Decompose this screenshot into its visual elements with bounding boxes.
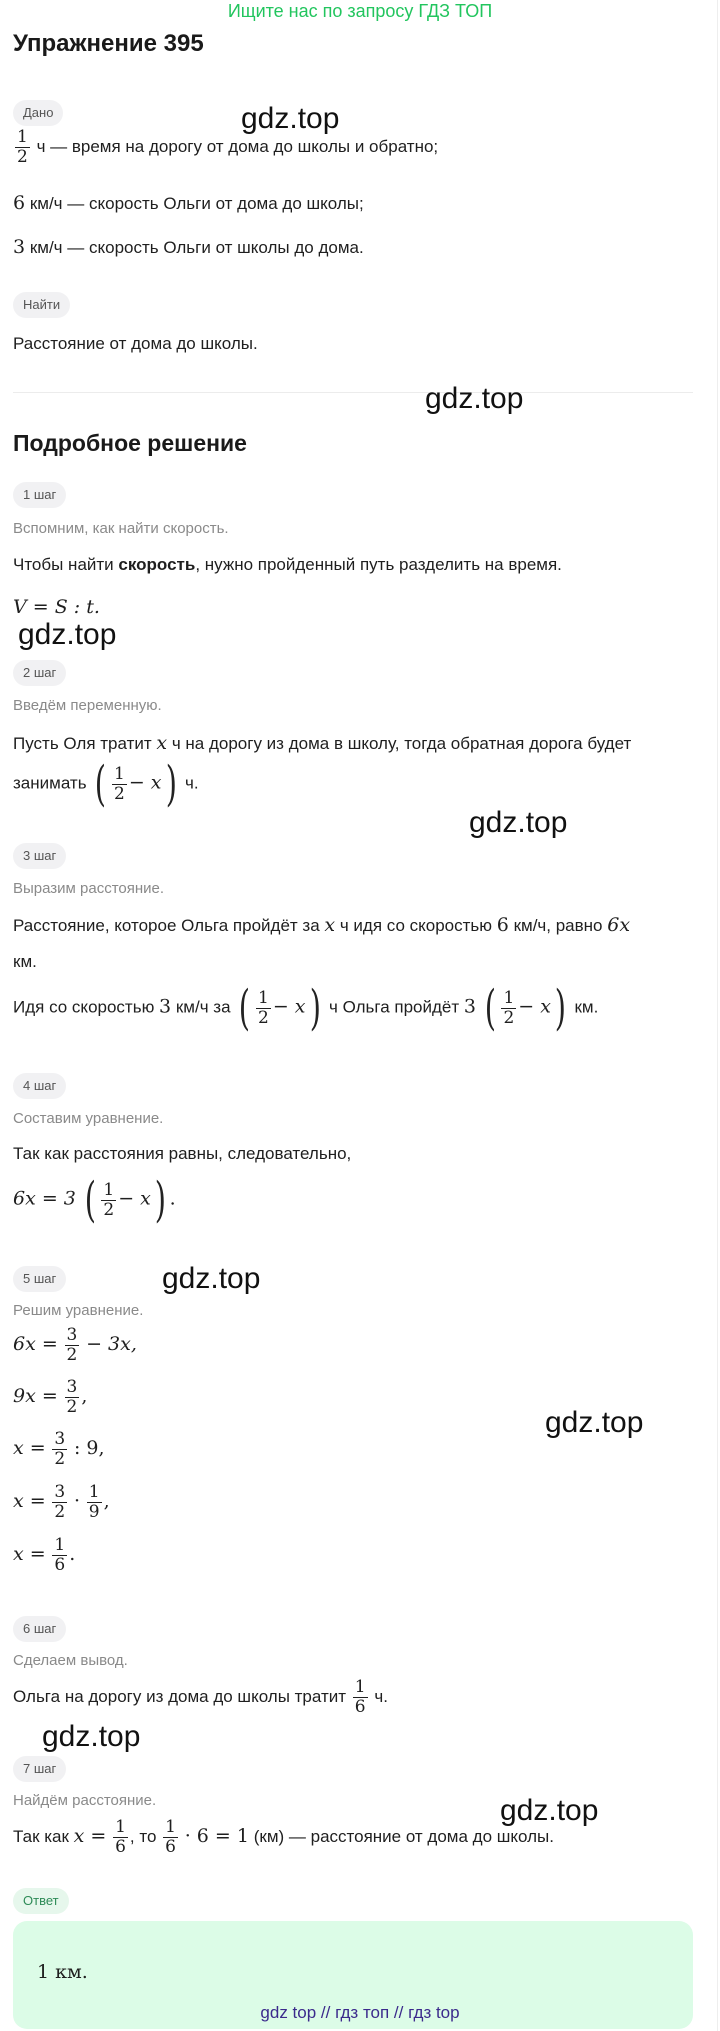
given-badge: Дано	[13, 100, 63, 126]
step-1-text: Чтобы найти скорость, нужно пройденный путь разделить на время.	[13, 555, 562, 574]
step-7-badge: 7 шаг	[13, 1756, 66, 1782]
step-6-hint: Сделаем вывод.	[13, 1652, 128, 1669]
step-2-hint: Введём переменную.	[13, 697, 162, 714]
step-3-text-1: Расстояние, которое Ольга пройдёт за x ч идя со скоростью 6 км/ч, равно 6x	[13, 914, 631, 936]
step-7-text: Так как x = $\frac{1}{6}$ , то $\frac{1}{6}$ · 6 = 1 (км) — расстояние от дома до школы.	[13, 1817, 554, 1857]
find-badge: Найти	[13, 292, 70, 318]
step-5-eq-2: 9x = $\frac{3}{2}$ ,	[13, 1377, 88, 1417]
step-5-badge: 5 шаг	[13, 1266, 66, 1292]
given-line-2: 6 км/ч — скорость Ольги от дома до школы;	[13, 192, 364, 214]
page-title: Упражнение 395	[13, 30, 204, 57]
step-3-badge: 3 шаг	[13, 843, 66, 869]
watermark: gdz.top	[241, 102, 340, 135]
step-6-text: Ольга на дорогу из дома до школы тратит $\frac{1}{6}$ ч.	[13, 1677, 388, 1717]
watermark: gdz.top	[162, 1262, 261, 1295]
step-1-hint: Вспомним, как найти скорость.	[13, 520, 229, 537]
answer-badge: Ответ	[13, 1888, 69, 1914]
step-4-text: Так как расстояния равны, следовательно,	[13, 1144, 352, 1163]
watermark: gdz.top	[18, 618, 117, 651]
step-5-hint: Решим уравнение.	[13, 1302, 144, 1319]
watermark: gdz.top	[500, 1794, 599, 1827]
search-banner[interactable]: Ищите нас по запросу ГДЗ ТОП	[227, 1, 493, 21]
solution-title: Подробное решение	[13, 430, 247, 456]
watermark: gdz.top	[469, 806, 568, 839]
watermark: gdz.top	[42, 1720, 141, 1753]
step-2-badge: 2 шаг	[13, 660, 66, 686]
answer-text: 1 км.	[37, 1961, 88, 1983]
step-3-hint: Выразим расстояние.	[13, 880, 165, 897]
step-5-eq-5: x = $\frac{1}{6}$ .	[13, 1535, 76, 1575]
step-2-text-2: занимать ( $\frac{1}{2}$ − x) ч.	[13, 756, 199, 812]
section-divider	[13, 392, 693, 393]
watermark: gdz.top	[425, 382, 524, 415]
fraction: $\frac{1}{2}$	[17, 127, 28, 167]
step-5-eq-3: x = $\frac{3}{2}$ : 9,	[13, 1429, 105, 1469]
footer-links[interactable]: gdz top // гдз топ // гдз top	[260, 2003, 460, 2022]
step-5-eq-1: 6x = $\frac{3}{2}$ − 3x,	[13, 1325, 137, 1365]
step-4-equation: 6x = 3 ( $\frac{1}{2}$ − x) .	[13, 1172, 176, 1228]
step-5-eq-4: x = $\frac{3}{2}$ · $\frac{1}{9}$ ,	[13, 1482, 110, 1522]
right-divider	[717, 0, 718, 2031]
step-4-badge: 4 шаг	[13, 1073, 66, 1099]
step-3-text-2: км.	[13, 952, 37, 971]
step-6-badge: 6 шаг	[13, 1616, 66, 1642]
step-7-hint: Найдём расстояние.	[13, 1792, 157, 1809]
find-text: Расстояние от дома до школы.	[13, 334, 258, 353]
step-1-badge: 1 шаг	[13, 482, 66, 508]
step-3-text-3: Идя со скоростью 3 км/ч за ( $\frac{1}{2}$ − x) ч Ольга пройдёт 3 ( $\frac{1}{2}$ − x) км.	[13, 980, 599, 1036]
step-4-hint: Составим уравнение.	[13, 1110, 164, 1127]
step-1-formula: V = S : t.	[13, 596, 100, 618]
watermark: gdz.top	[545, 1406, 644, 1439]
given-line-1-text: ч — время на дорогу от дома до школы и обратно;	[36, 136, 439, 156]
given-line-3: 3 км/ч — скорость Ольги от школы до дома.	[13, 236, 364, 258]
given-line-1	[13, 128, 438, 167]
step-2-text-1: Пусть Оля тратит x ч на дорогу из дома в школу, тогда обратная дорога будет	[13, 732, 632, 754]
